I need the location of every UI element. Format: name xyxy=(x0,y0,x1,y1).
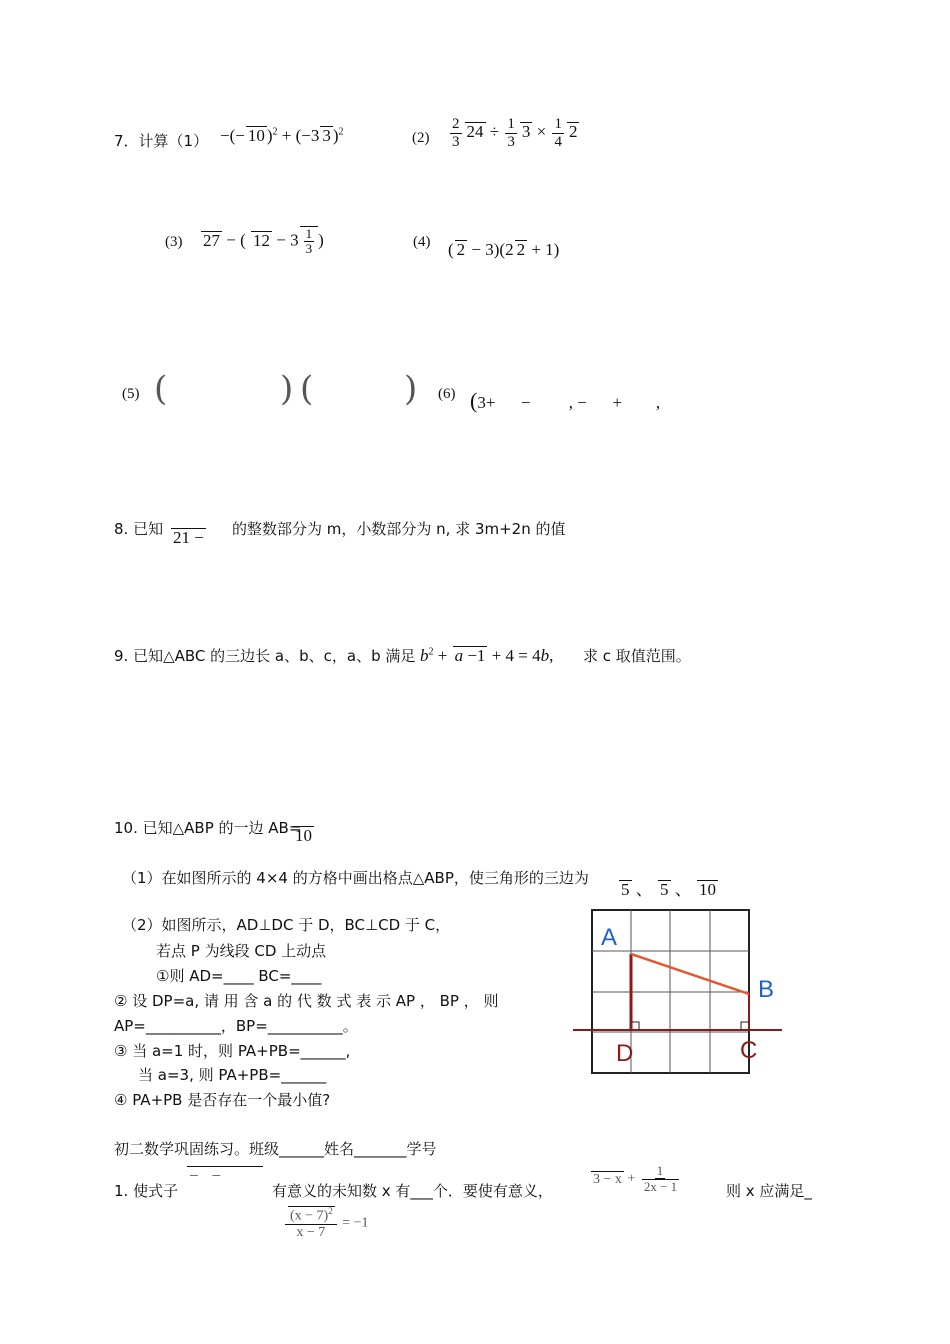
q7-expr-5-open: ( xyxy=(154,369,168,409)
q9-post: 求 c 取值范围。 xyxy=(583,647,691,665)
q7-label: 7．计算（1） xyxy=(114,132,209,150)
q7-expr-5b-close: ) xyxy=(404,369,418,409)
practice-q1-expr: 3 − x + $\frac{1}{2x - 1}$ xyxy=(593,1163,678,1195)
q10-part-2f: ③ 当 a=1 时，则 PA+PB=______, xyxy=(114,1042,351,1060)
segment-ab xyxy=(631,954,749,994)
q9-expr: $b^2 + a -1 + 4 = 4b$, xyxy=(420,646,554,665)
practice-q1-radical: − − xyxy=(186,1166,263,1186)
practice-q1c: 则 x 应满足_ xyxy=(726,1182,812,1200)
q7-part-5: (5) xyxy=(122,386,140,402)
q7-expr-1: −(− 10 )$^2$ + (−3 3 )$^2$ xyxy=(220,126,344,145)
q10-ab-value: 10 xyxy=(295,826,312,845)
grid-figure xyxy=(570,905,785,1077)
q9-pre: 9. 已知△ABC 的三边长 a、b、c，a、b 满足 xyxy=(114,647,416,665)
q10-part-2c: ①则 AD=____ BC=____ xyxy=(156,967,322,985)
q8-pre: 8. 已知 xyxy=(114,520,164,538)
label-d: D xyxy=(616,1040,634,1067)
right-angle-c xyxy=(741,1022,749,1030)
q10-part-2e: AP=__________，BP=__________。 xyxy=(114,1017,358,1035)
q7-part-6: (6) xyxy=(438,386,456,402)
q10-part-2d: ② 设 DP=a, 请 用 含 a 的 代 数 式 表 示 AP ， BP ， 则 xyxy=(114,992,499,1010)
q7-expr-6: (3+ − , − + , xyxy=(470,388,661,413)
q7-part-4: (4) xyxy=(413,234,431,250)
q10-line1: 10. 已知△ABP 的一边 AB= xyxy=(114,819,302,837)
q7-expr-5-close: ) xyxy=(280,369,294,409)
q10-part-1: （1）在如图所示的 4×4 的方格中画出格点△ABP，使三角形的三边为 xyxy=(122,869,589,887)
q8-expr: 21 − xyxy=(173,528,204,547)
practice-q1d: $\frac{(x - 7)^2}{x - 7}$ = −1 xyxy=(283,1206,369,1240)
q7-expr-4: ( 2 − 3)(2 2 + 1) xyxy=(448,240,560,259)
label-c: C xyxy=(740,1037,758,1064)
q10-part-2h: ④ PA+PB 是否存在一个最小值? xyxy=(114,1091,331,1109)
q10-part-2b: 若点 P 为线段 CD 上动点 xyxy=(156,942,327,960)
label-b: B xyxy=(758,976,775,1003)
q10-part-2a: （2）如图所示，AD⊥DC 于 D，BC⊥CD 于 C， xyxy=(122,916,451,934)
q10-part-2g: 当 a=3, 则 PA+PB=______ xyxy=(138,1066,327,1084)
q7-expr-3: 27 − ( 12 − 3 $\frac{1}{3}$ ) xyxy=(203,226,324,257)
label-a: A xyxy=(601,924,618,951)
q10-sides: 5 、 5 、 10 xyxy=(621,880,716,899)
q7-part-3: (3) xyxy=(165,234,183,250)
q7-expr-5b-open: ( xyxy=(300,369,314,409)
q7-part-2: (2) xyxy=(412,130,430,146)
practice-q1b: 有意义的未知数 x 有___个．要使有意义， xyxy=(272,1182,553,1200)
practice-q1a: 1. 使式子 xyxy=(114,1182,179,1200)
q8-post: 的整数部分为 m，小数部分为 n, 求 3m+2n 的值 xyxy=(232,520,566,538)
practice-header: 初二数学巩固练习。班级______姓名_______学号 xyxy=(114,1140,437,1158)
q7-expr-2: $\frac{2}{3}$ 24 ÷ $\frac{1}{3}$ 3 × $\frac{1}{4}$ 2 xyxy=(452,116,578,150)
